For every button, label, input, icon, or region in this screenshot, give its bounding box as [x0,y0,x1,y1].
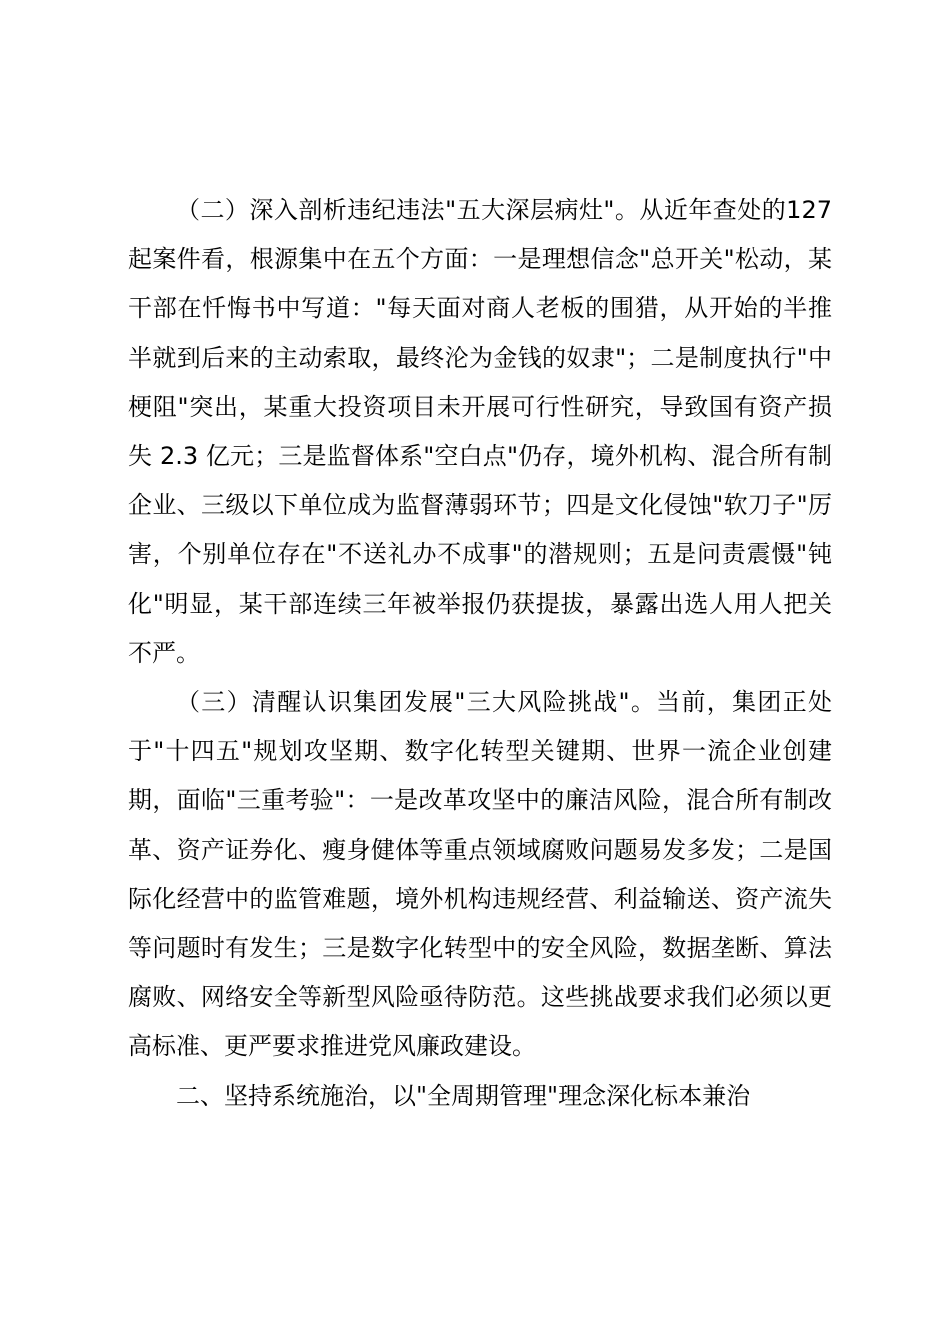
document-body [128,186,832,1121]
paragraph-three-risks: （三）清醒认识集团发展"三大风险挑战"。当前，集团正处于"十四五"规划攻坚期、数字化转型关键期、世界一流企业创建期，面临"三重考验"：一是改革攻坚中的廉洁风险，混合所有制改革、资产证券化、瘦身健体等重点领域腐败问题易发多发；二是国际化经营中的监管难题，境外机构违规经营、利益输送、资产流失等问题时有发生；三是数字化转型中的安全风险，数据垄断、算法腐败、网络安全等新型风险亟待防范。这些挑战要求我们必须以更高标准、更严要求推进党风廉政建设。 [128,688,832,1061]
paragraph-five-problems: （二）深入剖析违纪违法"五大深层病灶"。从近年查处的127 起案件看，根源集中在五个方面：一是理想信念"总开关"松动，某干部在忏悔书中写道："每天面对商人老板的围猎，从开始的半推半就到后来的主动索取，最终沦为金钱的奴隶"；二是制度执行"中梗阻"突出，某重大投资项目未开展可行性研究，导致国有资产损失 2.3 亿元；三是监督体系"空白点"仍存，境外机构、混合所有制企业、三级以下单位成为监督薄弱环节；四是文化侵蚀"软刀子"厉害，个别单位存在"不送礼办不成事"的潜规则；五是问责震慑"钝化"明显，某干部连续三年被举报仍获提拔，暴露出选人用人把关不严。 [128,196,832,667]
section-heading: 二、坚持系统施治，以"全周期管理"理念深化标本兼治 [176,1081,751,1110]
